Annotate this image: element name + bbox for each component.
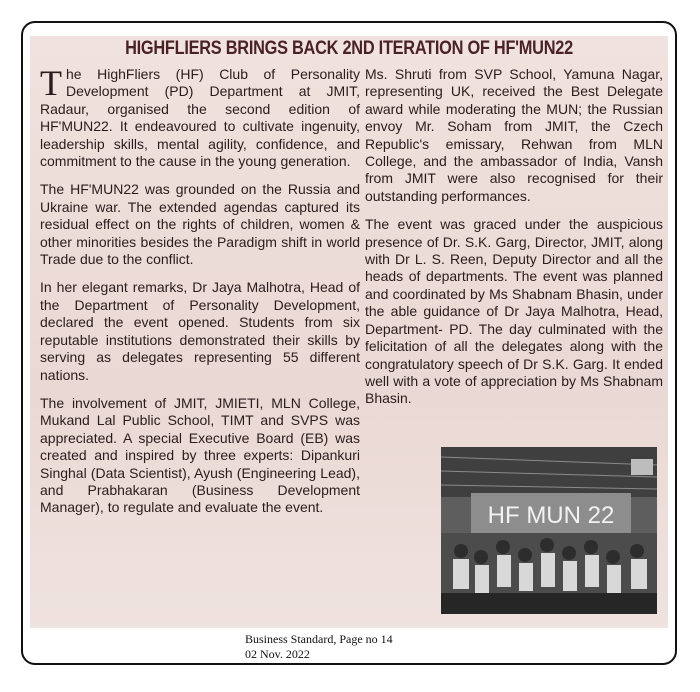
left-column [40,63,360,528]
paragraph [40,63,360,170]
article-headline: HIGHFLIERS BRINGS BACK 2ND ITERATION OF HF'MUN22 [125,38,573,59]
paragraph: The event was graced under the auspicious presence of Dr. S.K. Garg, Director, JMIT, along with Dr L. S. Reen, Deputy Director and all the heads of departments. The event was planned and coordinated by Ms Shabnam Bhasin, under the able guidance of Dr Jaya Malhotra, Head, Department- PD. The day culminated with the felicitation of all the delegates along with the congratulatory speech of Dr S.K. Garg. It ended well with a vote of appreciation by Ms Shabnam Bhasin. [365,216,663,407]
paragraph: In her elegant remarks, Dr Jaya Malhotra, Head of the Department of Personality Development, declared the event opened. Students from six reputable institutions demonstrated their skills by serving as delegates representing 55 different nations. [40,279,360,383]
caption-source: Business Standard, Page no 14 [245,632,393,646]
event-photo-graphic [441,447,657,614]
source-caption [245,632,393,662]
event-photo [441,447,657,614]
paragraph: The HF'MUN22 was grounded on the Russia and Ukraine war. The extended agendas captured its residual effect on the rights of children, women & other minorities besides the Paradigm shift in world Trade due to the conflict. [40,181,360,268]
paragraph: Ms. Shruti from SVP School, Yamuna Nagar, representing UK, received the Best Delegate award while moderating the MUN; the Russian envoy Mr. Soham from JMIT, the Czech Republic's emissary, Rehwan from MLN College, and the ambassador of India, Vansh from JMIT were also recognised for their outstanding performances. [365,66,663,204]
drop-cap: T [40,63,62,103]
right-column [365,66,663,419]
newspaper-clipping [30,36,668,628]
paragraph-text: he HighFliers (HF) Club of Personality Development (PD) Department at JMIT, Radaur, organised the second edition of HF'MUN22. It endeavoured to cultivate ingenuity, leadership skills, mental agility, confidence, and commitment to the cause in the young generation. [40,66,360,170]
caption-date: 02 Nov. 2022 [245,647,310,661]
photo-banner-text: HF MUN 22 [487,502,615,529]
paragraph: The involvement of JMIT, JMIETI, MLN College, Mukand Lal Public School, TIMT and SVPS was appreciated. A special Executive Board (EB) was created and inspired by three experts: Dipankuri Singhal (Data Scientist), Ayush (Engineering Lead), and Prabhakaran (Business Development Manager), to regulate and evaluate the event. [40,394,360,516]
